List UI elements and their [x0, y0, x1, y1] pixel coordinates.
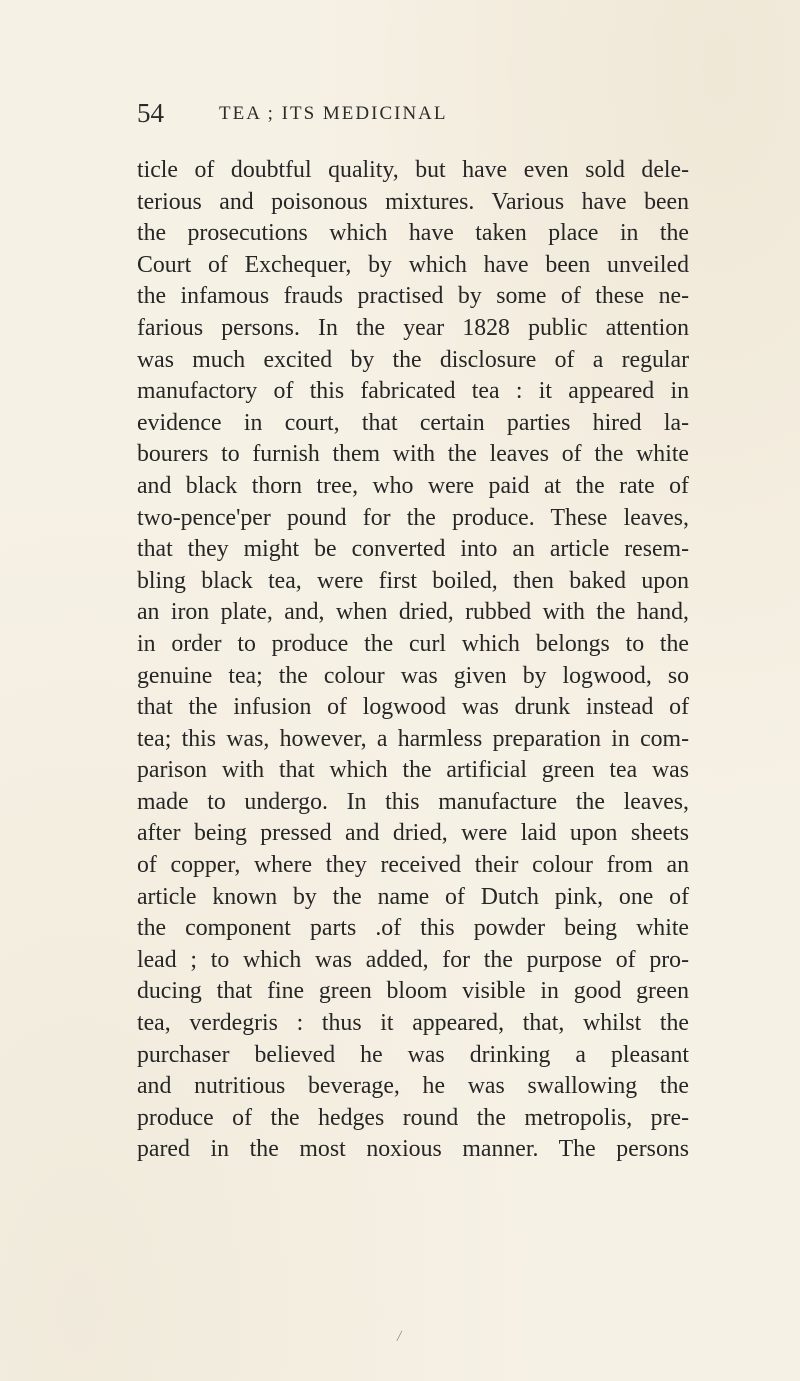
text-line: genuine tea; the colour was given by logwood, so — [137, 662, 689, 689]
text-line: in order to produce the curl which belongs to the — [137, 630, 689, 657]
page-number: 54 — [137, 98, 164, 128]
text-line: tea, verdegris : thus it appeared, that, whilst the — [137, 1010, 689, 1037]
text-line: the infamous frauds practised by some of these ne- — [137, 283, 689, 310]
text-line: of copper, where they received their colour from an — [137, 852, 689, 879]
text-line: Court of Exchequer, by which have been unveiled — [137, 251, 689, 278]
text-line: pared in the most noxious manner. The persons — [137, 1136, 689, 1163]
text-line: two-pence'per pound for the produce. These leaves, — [137, 504, 689, 531]
text-line: after being pressed and dried, were laid upon sheets — [137, 820, 689, 847]
text-line: article known by the name of Dutch pink, one of — [137, 883, 689, 910]
text-line: was much excited by the disclosure of a regular — [137, 346, 689, 373]
text-line: purchaser believed he was drinking a pleasant — [137, 1041, 689, 1068]
text-line: bourers to furnish them with the leaves of the white — [137, 441, 689, 468]
stray-mark: / — [395, 1327, 403, 1346]
text-line: manufactory of this fabricated tea : it appeared in — [137, 378, 689, 405]
text-line: ticle of doubtful quality, but have even sold dele- — [137, 157, 689, 183]
text-line: made to undergo. In this manufacture the leaves, — [137, 788, 689, 815]
text-line: tea; this was, however, a harmless preparation in com- — [137, 725, 689, 752]
text-line: ducing that fine green bloom visible in good green — [137, 978, 689, 1005]
text-line: produce of the hedges round the metropolis, pre- — [137, 1104, 689, 1131]
text-line: bling black tea, were first boiled, then baked upon — [137, 567, 689, 594]
text-line: that the infusion of logwood was drunk instead of — [137, 694, 689, 721]
running-head: TEA ; ITS MEDICINAL — [219, 103, 448, 124]
text-line: the component parts .of this powder being white — [137, 915, 689, 942]
text-line: terious and poisonous mixtures. Various have been — [137, 188, 689, 215]
text-line: an iron plate, and, when dried, rubbed with the hand, — [137, 599, 689, 626]
text-line: farious persons. In the year 1828 public attention — [137, 314, 689, 341]
text-line: lead ; to which was added, for the purpose of pro- — [137, 946, 689, 973]
text-line: and nutritious beverage, he was swallowing the — [137, 1073, 689, 1100]
text-line: the prosecutions which have taken place in the — [137, 220, 689, 247]
text-line: evidence in court, that certain parties hired la- — [137, 409, 689, 436]
text-line: and black thorn tree, who were paid at the rate of — [137, 472, 689, 499]
text-line: parison with that which the artificial green tea was — [137, 757, 689, 784]
text-line: that they might be converted into an article resem- — [137, 536, 689, 563]
body-text — [137, 155, 689, 1166]
